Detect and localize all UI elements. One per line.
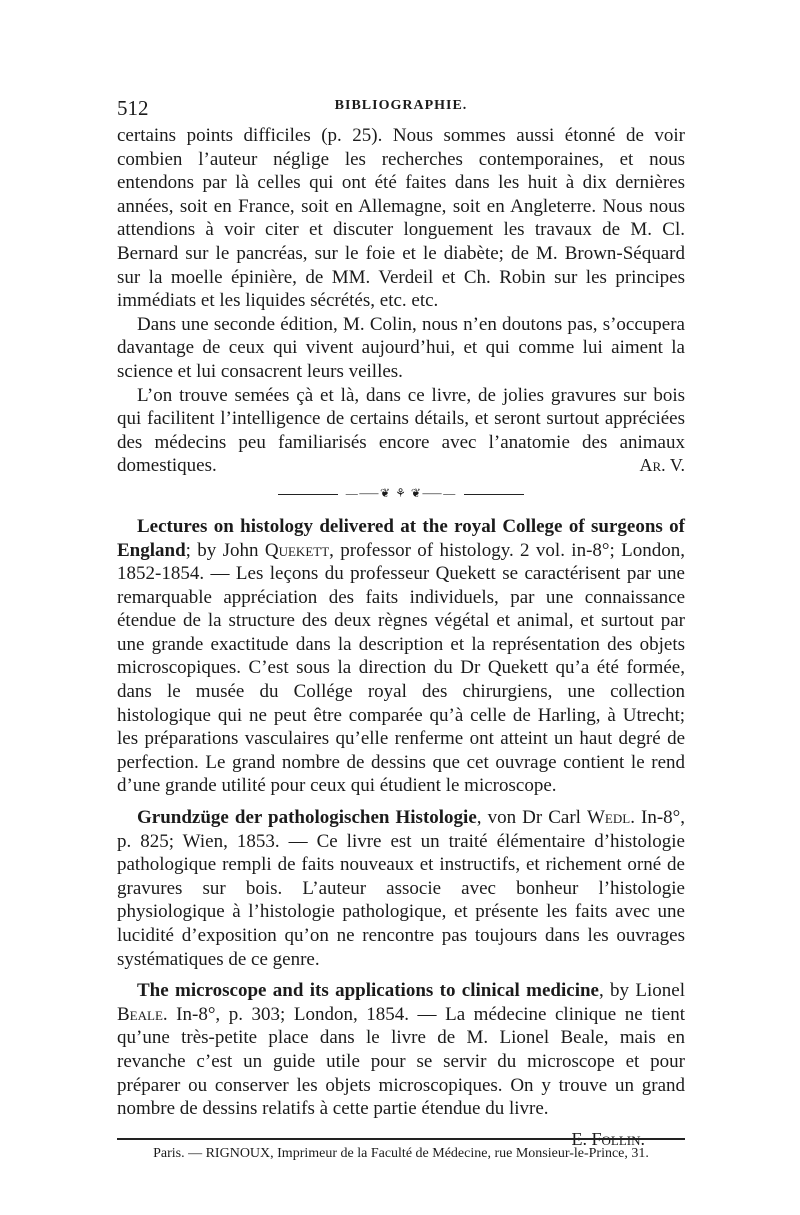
footer-rule	[117, 1138, 685, 1140]
entry-quekett	[117, 515, 685, 798]
final-signature: E. Follin.	[571, 1128, 645, 1149]
entry-text: , professor of histology. 2 vol. in-8°; London, 1852-1854. — Les leçons du professeur Quekett se caractérisent par une remarquable appréciation des faits individuels, par une connaissance étendue de la structure des deux règnes végétal et animal, et surtout par une grande exactitude dans la description et la représentation des objets microscopiques. C’est sous la direction du Dr Quekett qu’a été formée, dans le musée du Collége royal des chirurgiens, une collection histologique qui ne peut être comparée qu’à celle de Harling, à Utrecht; les préparations vasculaires qu’elle renferme ont atteint un haut degré de perfection. Le grand nombre de dessins que cet ouvrage contient le rend d’une grande utilité pour ceux qui étudient le microscope.	[117, 539, 685, 797]
review-paragraph-3-text: L’on trouve semées çà et là, dans ce livre, de jolies gravures sur bois qui facilitent l’intelligence de certains détails, et seront surtout appréciées des médecins peu familiarisés encore avec l’anatomie des animaux domestiques.	[117, 384, 685, 477]
review-paragraph-1: certains points difficiles (p. 25). Nous sommes aussi étonné de voir combien l’auteur néglige les recherches contemporaines, et nous entendons par là celles qui ont été faites dans les huit à dix dernières années, soit en France, soit en Allemagne, soit en Angleterre. Nous nous attendions à voir citer et discuter longuement les travaux de M. Cl. Bernard sur le pancréas, sur le foie et le diabète; de M. Brown-Séquard sur la moelle épinière, de MM. Verdeil et Ch. Robin sur les principes immédiats et les liquides sécrétés, etc. etc.	[117, 125, 685, 312]
entry-author: Quekett	[264, 539, 330, 561]
ornament-glyph: —⸺❦ ⚘ ❦⸺—	[345, 485, 457, 500]
review-paragraph-2: Dans une seconde édition, M. Colin, nous n’en doutons pas, s’occupera davantage de ceux qui vivent aujourd’hui, et qui comme lui aiment la science et lui consacrent leurs veilles.	[117, 313, 685, 382]
page-header	[117, 96, 685, 124]
entry-author: Wedl	[586, 807, 631, 829]
review-paragraph-3	[117, 384, 685, 478]
entry-title: The microscope and its applications to clinical medicine	[137, 980, 599, 1002]
page-body	[117, 96, 685, 1150]
printer-footer: Paris. — RIGNOUX, Imprimeur de la Faculté de Médecine, rue Monsieur-le-Prince, 31.	[153, 1146, 649, 1161]
ornament-rule-left	[278, 494, 338, 495]
review-signature: Ar. V.	[639, 455, 685, 476]
section-ornament	[117, 484, 685, 501]
entry-byline: , by Lionel	[598, 980, 685, 1002]
entry-byline: , von Dr Carl	[476, 807, 587, 829]
entry-wedl	[117, 806, 685, 971]
entry-byline: ; by John	[185, 539, 265, 561]
entry-title: Grundzüge der pathologischen Histologie	[137, 807, 477, 829]
entry-text: . In-8°, p. 825; Wien, 1853. — Ce livre est un traité élémentaire d’histologie pathologique rempli de faits nouveaux et instructifs, et richement orné de gravures sur bois. L’auteur associe avec bonheur l’histologie physiologique à l’histologie pathologique, et présente les faits avec une lucidité d’exposition qu’on ne rencontre pas toujours dans les ouvrages systématiques de ce genre.	[117, 807, 685, 970]
page-number: 512	[117, 96, 149, 120]
entry-text: . In-8°, p. 303; London, 1854. — La médecine clinique ne tient qu’une très-petite place dans le livre de M. Lionel Beale, mais en revanche c’est un guide utile pour se servir du microscope et pour préparer ou conserver les objets microscopiques. On y trouve un grand nombre de dessins relatifs à cette partie étendue du livre.	[117, 1003, 685, 1120]
ornament-rule-right	[464, 494, 524, 495]
entry-beale	[117, 979, 685, 1121]
entry-author: Beale	[117, 1003, 163, 1025]
running-title: BIBLIOGRAPHIE.	[334, 98, 468, 113]
entry-title: Lectures on histology delivered at the royal College of surgeons of England	[117, 515, 685, 561]
